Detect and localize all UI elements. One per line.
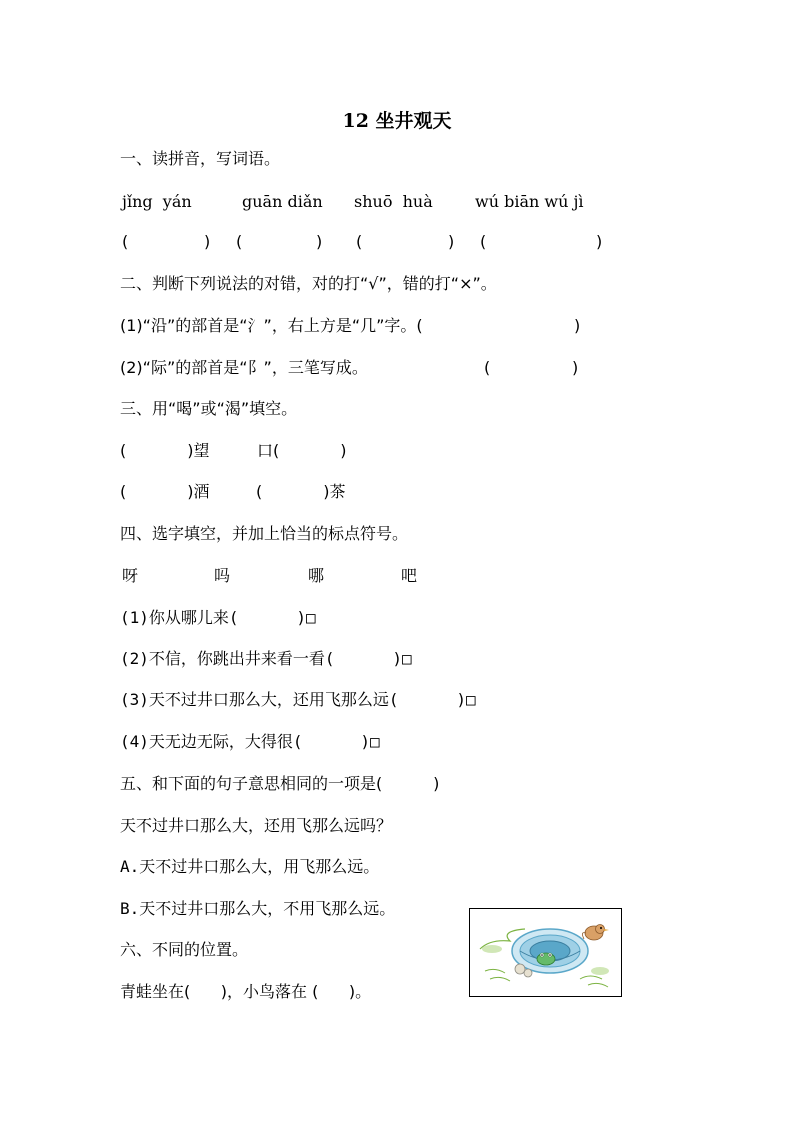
- section-3-heading: 三、用“喝”或“渴”填空。: [120, 399, 298, 418]
- fill-he-3: ( )酒: [120, 482, 210, 501]
- section-5-heading: 五、和下面的句子意思相同的一项是( ): [120, 774, 440, 793]
- blank-3-open: (: [356, 232, 363, 251]
- page-title: 12 坐井观天: [342, 110, 452, 132]
- fill-sentence-1: (1)你从哪儿来( )□: [120, 608, 316, 627]
- blank-1-close: ): [204, 232, 211, 251]
- position-sentence: 青蛙坐在( )，小鸟落在 ( )。: [120, 982, 372, 1001]
- fill-sentence-2: (2)不信，你跳出井来看一看( )□: [120, 649, 412, 668]
- section-6-heading: 六、不同的位置。: [120, 940, 249, 959]
- well-drawing: [470, 909, 621, 996]
- fill-sentence-3: (3)天不过井口那么大，还用飞那么远( )□: [120, 690, 476, 709]
- section-1-heading: 一、读拼音，写词语。: [120, 149, 281, 168]
- choice-ma: 吗: [214, 566, 231, 585]
- section-2-heading: 二、判断下列说法的对错，对的打“√”，错的打“×”。: [120, 274, 497, 293]
- choice-ya: 呀: [122, 566, 139, 585]
- pinyin-4: wú biān wú jì: [475, 192, 584, 211]
- blank-4-close: ): [596, 232, 603, 251]
- sentence: 天不过井口那么大，还用飞那么远吗？: [120, 816, 393, 835]
- pinyin-2: guān diǎn: [242, 192, 323, 211]
- fill-he-4: ( )茶: [256, 482, 346, 501]
- fill-sentence-4: (4)天无边无际，大得很( )□: [120, 732, 380, 751]
- judge-item-1: (1)“沿”的部首是“氵”，右上方是“几”字。(: [120, 316, 423, 335]
- blank-2-close: ): [316, 232, 323, 251]
- choice-ba: 吧: [401, 566, 418, 585]
- blank-4-open: (: [480, 232, 487, 251]
- judge-item-1-close: ): [574, 316, 581, 335]
- judge-item-2: (2)“际”的部首是“阝”，三笔写成。: [120, 358, 368, 377]
- judge-item-2-close: ): [572, 358, 579, 377]
- fill-he-2: 口( ): [257, 441, 347, 460]
- option-b: B.天不过井口那么大，不用飞那么远。: [120, 899, 396, 918]
- frog-in-well-illustration: [469, 908, 622, 997]
- choice-na: 哪: [308, 566, 325, 585]
- pinyin-3: shuō huà: [354, 192, 433, 211]
- blank-3-close: ): [448, 232, 455, 251]
- option-a: A.天不过井口那么大，用飞那么远。: [120, 857, 380, 876]
- judge-item-2-open: (: [484, 358, 491, 377]
- blank-2-open: (: [236, 232, 243, 251]
- section-4-heading: 四、选字填空，并加上恰当的标点符号。: [120, 524, 409, 543]
- fill-he-1: ( )望: [120, 441, 210, 460]
- pinyin-1: jǐng yán: [122, 192, 192, 211]
- blank-1-open: (: [122, 232, 129, 251]
